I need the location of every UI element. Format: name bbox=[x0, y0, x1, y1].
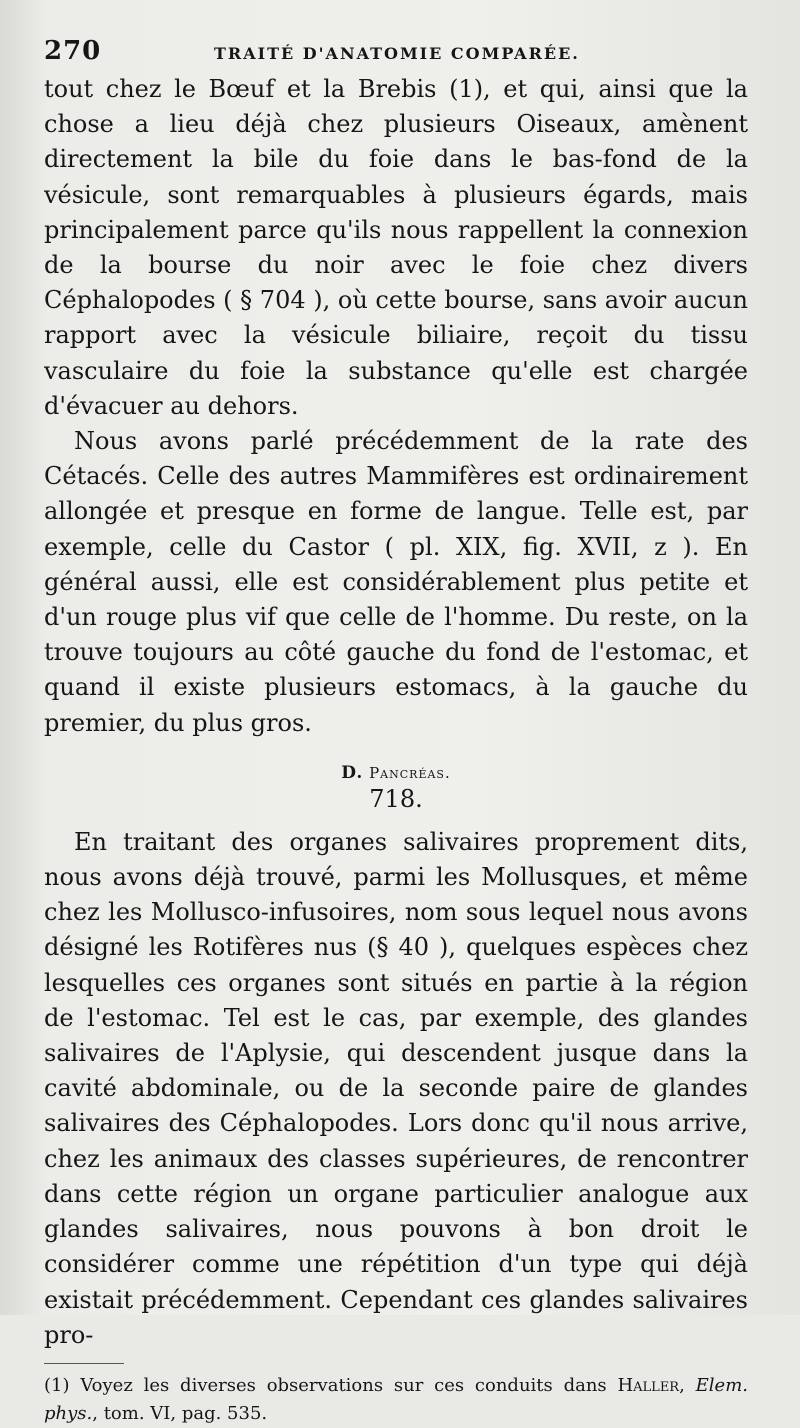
footnote-ref: tom. VI, pag. 535. bbox=[103, 1402, 268, 1424]
footnote-rule bbox=[44, 1363, 124, 1364]
paragraph-continuation: tout chez le Bœuf et la Brebis (1), et qui, ainsi que la chose a lieu déjà chez plusieurs Oiseaux, amènent directement la bile du foie dans le bas-fond de la vésicule, sont remarquables à plusieurs égards, mais principalement parce qu'ils nous rappellent la connexion de la bourse du noir avec le foie chez divers Céphalopodes ( § 704 ), où cette bourse, sans avoir aucun rapport avec la vésicule biliaire, reçoit du tissu vasculaire du foie la substance qu'elle est chargée d'évacuer au dehors. bbox=[44, 75, 748, 420]
section-text bbox=[44, 825, 748, 1353]
footnote-marker: (1) bbox=[44, 1374, 70, 1396]
paragraph-pancreas: En traitant des organes salivaires proprement dits, nous avons déjà trouvé, parmi les Mollusques, et même chez les Mollusco-infusoires, nom sous lequel nous avons désigné les Rotifères nus (§ 40 ), quelques espèces chez lesquelles ces organes sont situés en partie à la région de l'estomac. Tel est le cas, par exemple, des glandes salivaires de l'Aplysie, qui descendent jusque dans la cavité abdominale, ou de la seconde paire de glandes salivaires des Céphalopodes. Lors donc qu'il nous arrive, chez les animaux des classes supérieures, de rencontrer dans cette région un organe particulier analogue aux glandes salivaires, nous pouvons à bon droit le considérer comme une répétition d'un type qui déjà existait précédemment. Cependant ces glandes salivaires pro- bbox=[44, 827, 748, 1349]
paragraph-rate: Nous avons parlé précédemment de la rate des Cétacés. Celle des autres Mammifères est ordinairement allongée et presque en forme de langue. Telle est, par exemple, celle du Castor ( pl. XIX, fig. XVII, z ). En général aussi, elle est considérablement plus petite et d'un rouge plus vif que celle de l'homme. Du reste, on la trouve toujours au côté gauche du fond de l'estomac, et quand il existe plusieurs estomacs, à la gauche du premier, du plus gros. bbox=[44, 427, 748, 737]
section-title: Pancréas. bbox=[369, 763, 451, 782]
page-number: 270 bbox=[44, 36, 102, 66]
section-number: 718. bbox=[369, 784, 423, 813]
section-heading bbox=[44, 763, 748, 785]
footnote-work: Elem. phys. bbox=[44, 1374, 748, 1424]
running-head: TRAITÉ D'ANATOMIE COMPARÉE. bbox=[214, 44, 580, 63]
footnote-author: Haller bbox=[617, 1374, 680, 1396]
footnote-text: Voyez les diverses observations sur ces conduits dans bbox=[80, 1374, 607, 1396]
main-text bbox=[44, 72, 748, 741]
footnote: (1) Voyez les diverses observations sur ces conduits dans Haller, Elem. phys., tom. VI, pag. 535. bbox=[44, 1374, 748, 1424]
section-letter: D. bbox=[341, 762, 364, 783]
page-header bbox=[44, 36, 748, 70]
